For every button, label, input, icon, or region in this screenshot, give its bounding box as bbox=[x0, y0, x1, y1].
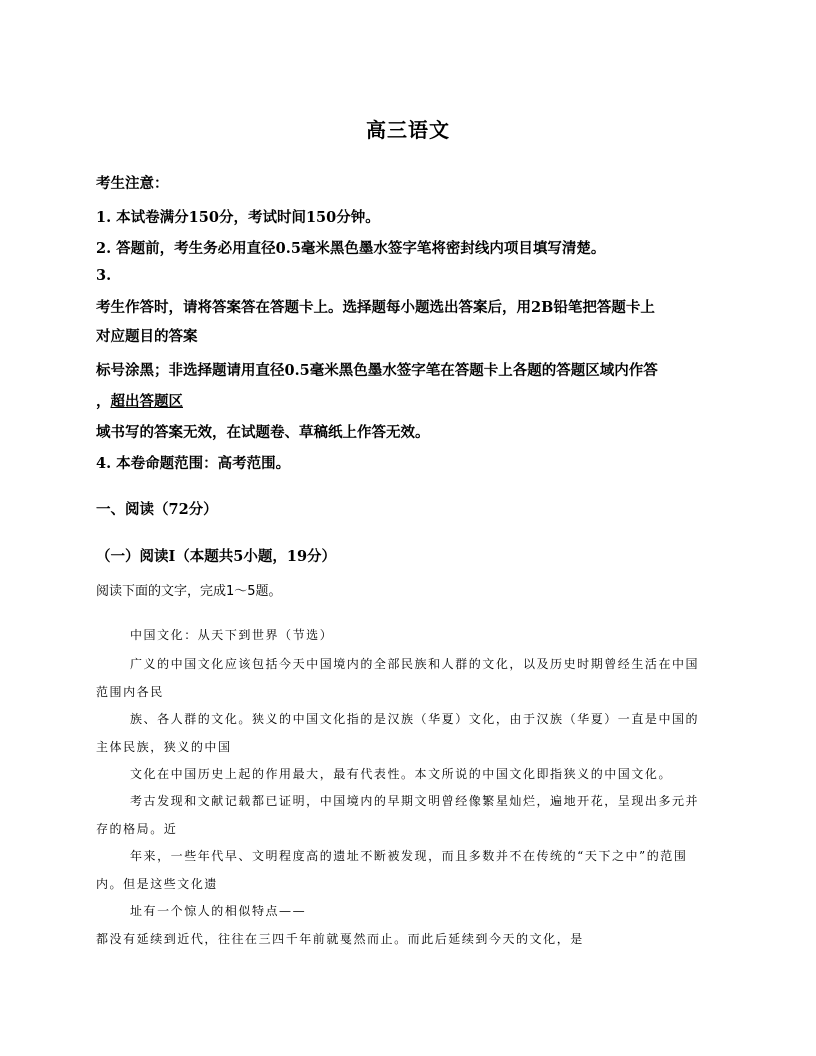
passage-line: 范围内各民 bbox=[96, 685, 164, 699]
notice-item-3-line-4-prefix: ， bbox=[96, 393, 111, 410]
notice-item-4: 4. 本卷命题范围：高考范围。 bbox=[96, 455, 291, 472]
notice-item-1: 1. 本试卷满分150分，考试时间150分钟。 bbox=[96, 209, 380, 226]
passage-line: 广义的中国文化应该包括今天中国境内的全部民族和人群的文化，以及历史时期曾经生活在中国 bbox=[130, 657, 700, 671]
passage-line: 考古发现和文献记载都已证明，中国境内的早期文明曾经像繁星灿烂，遍地开花，呈现出多元并 bbox=[130, 794, 700, 808]
page-title: 高三语文 bbox=[366, 118, 450, 142]
notice-item-3-line-4-underlined: 超出答题区 bbox=[110, 393, 183, 410]
passage-line: 文化在中国历史上起的作用最大，最有代表性。本文所说的中国文化即指狭义的中国文化。 bbox=[130, 767, 673, 781]
notice-item-3-line-1: 考生作答时，请将答案答在答题卡上。选择题每小题选出答案后，用2B铅笔把答题卡上 bbox=[96, 299, 655, 316]
passage-line: 年来，一些年代早、文明程度高的遗址不断被发现，而且多数并不在传统的“天下之中”的范围 bbox=[130, 849, 688, 863]
notice-item-3-line-5: 域书写的答案无效，在试题卷、草稿纸上作答无效。 bbox=[96, 424, 430, 441]
notice-item-3-number: 3. bbox=[96, 267, 112, 284]
passage-line: 址有一个惊人的相似特点—— bbox=[130, 904, 307, 918]
passage-line: 内。但是这些文化遗 bbox=[96, 877, 218, 891]
section-1-subheading: （一）阅读Ⅰ（本题共5小题，19分） bbox=[96, 548, 337, 565]
passage-line: 主体民族，狭义的中国 bbox=[96, 740, 232, 754]
passage-line: 都没有延续到近代，往往在三四千年前就戛然而止。而此后延续到今天的文化，是 bbox=[96, 932, 584, 946]
section-1-heading: 一、阅读（72分） bbox=[96, 501, 218, 518]
passage-line: 存的格局。近 bbox=[96, 822, 178, 836]
notice-item-2: 2. 答题前，考生务必用直径0.5毫米黑色墨水签字笔将密封线内项目填写清楚。 bbox=[96, 240, 606, 257]
section-1-instruction: 阅读下面的文字，完成1～5题。 bbox=[96, 584, 282, 599]
notice-item-3-line-2: 对应题目的答案 bbox=[96, 328, 198, 345]
notice-item-3-line-3: 标号涂黑；非选择题请用直径0.5毫米黑色墨水签字笔在答题卡上各题的答题区域内作答 bbox=[96, 362, 658, 379]
passage-line: 族、各人群的文化。狭义的中国文化指的是汉族（华夏）文化，由于汉族（华夏）一直是中国的 bbox=[130, 712, 700, 726]
notice-heading: 考生注意： bbox=[96, 175, 169, 192]
passage-title: 中国文化：从天下到世界（节选） bbox=[130, 628, 334, 642]
notice-item-3-line-4 bbox=[96, 390, 183, 411]
